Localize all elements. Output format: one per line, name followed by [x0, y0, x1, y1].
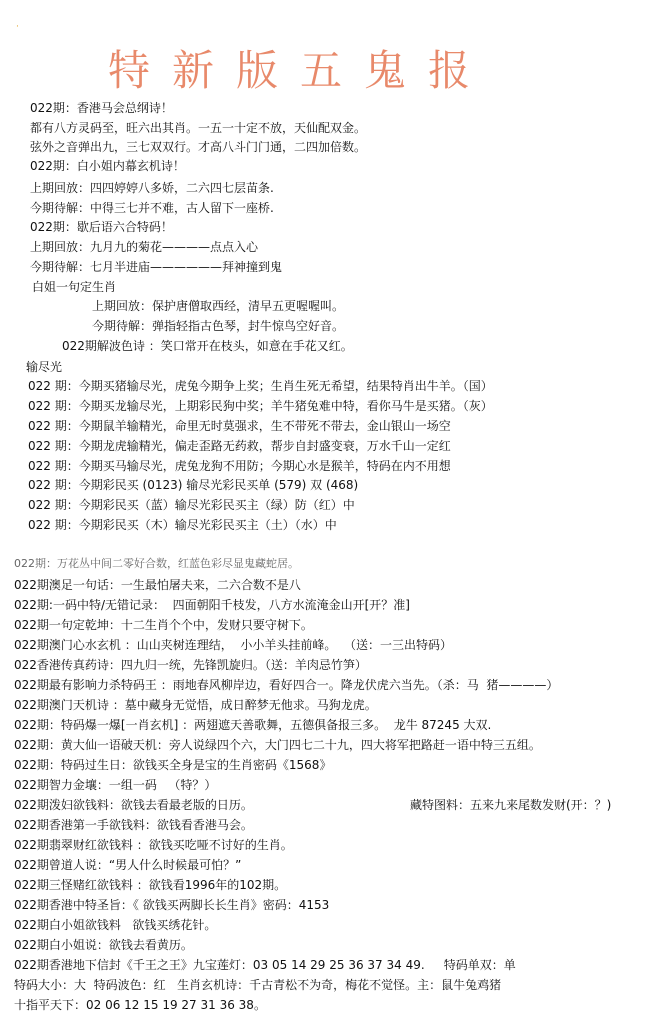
- text-line: 弦外之音弹出九，三七双双行。才高八斗门门通，二四加倍数。: [30, 140, 367, 154]
- text-line: 022香港传真药诗：四九归一统，先锋凯旋归。（送：羊肉忌竹笋）: [14, 658, 367, 672]
- text-line: 022 期：今期彩民买 (0123) 输尽光彩民买单 (579) 双 (468): [28, 478, 359, 492]
- text-line: 022 期：今期买猪输尽光，虎兔今期争上奖；生肖生死无希望，结果特肖出牛羊。（国）: [28, 379, 493, 393]
- text-line: 022期白小姐说：欲钱去看黄历。: [14, 938, 193, 952]
- text-line: 022期一句定乾坤：十二生肖个个中，发财只要守树下。: [14, 618, 313, 632]
- text-line: 今期待解：七月半进庙——————拜神撞到鬼: [30, 260, 283, 274]
- text-line: 022期香港地下信封《千王之王》九宝莲灯：03 05 14 29 25 36 37 34 49. 特码单双：单: [14, 958, 516, 972]
- text-line: 022 期：今期买龙输尽光，上期彩民狗中奖；羊牛猪兔难中特，看你马牛是买猪。（灰）: [28, 399, 493, 413]
- corner-mark: ·: [16, 22, 19, 32]
- text-line: 022期澳门天机诗 ：墓中藏身无觉悟，成日醉梦无他求。马狗龙虎。: [14, 698, 377, 712]
- text-line: 上期回放：九月九的菊花————点点入心: [30, 240, 259, 254]
- text-line: 022期翡翠财红欲钱料 ：欲钱买吃哑不讨好的生肖。: [14, 838, 293, 852]
- text-line: 022期智力金壤：一组一码 （特？）: [14, 778, 217, 792]
- text-line: 022期最有影响力杀特码王 ：雨地春风柳岸边，看好四合一。降龙伏虎六当先。（杀：马 猪————）: [14, 678, 559, 692]
- text-line: 022期：特码爆一爆[一肖玄机] ：两翅遮天善歌舞，五德俱备报三多。 龙牛 87245 大双.: [14, 718, 492, 732]
- text-line: 022期白小姐欲钱料 欲钱买绣花针。: [14, 918, 217, 932]
- text-line: 022期解波色诗 ：笑口常开在枝头，如意在手花又红。: [62, 339, 353, 353]
- text-line: 十指平天下：02 06 12 15 19 27 31 36 38。: [14, 998, 266, 1012]
- text-line: 022期澳门心水玄机 ：山山夹树连理结， 小小羊头挂前峰。 （送：一三出特码）: [14, 638, 452, 652]
- text-line: 022 期：今期彩民买（木）输尽光彩民买主（土）（水）中: [28, 518, 337, 532]
- text-line: 022期澳足一句话：一生最怕屠夫来，二六合数不是八: [14, 578, 301, 592]
- text-line: 今期待解：弹指轻指古色琴，封牛惊鸟空好音。: [92, 319, 345, 333]
- text-line: 022期：万花丛中间二零好合数，红蓝色彩尽显鬼藏蛇居。: [14, 557, 299, 570]
- text-line: 022期：歇后语六合特码！: [30, 220, 173, 234]
- text-line: 022 期：今期鼠羊输精光，命里无时莫强求，生不带死不带去，金山银山一场空: [28, 419, 451, 433]
- text-line: 白姐一句定生肖: [32, 280, 117, 294]
- text-line: 022期：特码过生日：欲钱买全身是宝的生肖密码《1568》: [14, 758, 332, 772]
- text-line: 022 期：今期买马输尽光，虎兔龙狗不用防；今期心水是猴羊，特码在内不用想: [28, 459, 451, 473]
- text-line: 022期：香港马会总纲诗！: [30, 101, 173, 115]
- text-line: 022期香港中特圣旨：《 欲钱买两脚长长生肖》密码：4153: [14, 898, 330, 912]
- text-line: 022期香港第一手欲钱料：欲钱看香港马会。: [14, 818, 253, 832]
- text-line: 上期回放：保护唐僧取西经，清早五更喔喔叫。: [92, 299, 345, 313]
- text-line: 022期：黄大仙一语破天机：旁人说绿四个六，大门四七二十九，四大将军把路赶一语中特三五组。: [14, 738, 541, 752]
- text-line: 输尽光: [26, 360, 63, 374]
- text-line: 022期:一码中特/无错记录： 四面朝阳千枝发，八方水流淹金山开[开？准]: [14, 598, 410, 612]
- text-line: 特码大小：大 特码波色：红 生肖玄机诗：千古青松不为奇，梅花不觉怪。主：鼠牛兔鸡猪: [14, 978, 502, 992]
- text-line: 022期：白小姐内幕玄机诗！: [30, 159, 185, 173]
- text-line: 022期三怪赌红欲钱料 ：欲钱看1996年的102期。: [14, 878, 287, 892]
- text-line: 022 期：今期彩民买（蓝）输尽光彩民买主（绿）防（红）中: [28, 498, 355, 512]
- text-line: 今期待解：中得三七并不难，古人留下一座桥.: [30, 201, 274, 215]
- text-line: 都有八方灵码至，旺六出其肖。一五一十定不放，天仙配双金。: [30, 121, 367, 135]
- page-title: 特新版五鬼报: [107, 46, 492, 95]
- text-line: 022期泼妇欲钱料：欲钱去看最老版的日历。: [14, 798, 253, 812]
- text-line: 藏特图料：五来九来尾数发财(开：？): [410, 798, 612, 812]
- text-line: 022 期：今期龙虎输精光，偏走歪路无药救，帮步自封盛变衰，万水千山一定红: [28, 439, 451, 453]
- text-line: 022期曾道人说：“男人什么时候最可怕？”: [14, 858, 242, 872]
- text-line: 上期回放：四四婷婷八多娇，二六四七层苗条.: [30, 181, 274, 195]
